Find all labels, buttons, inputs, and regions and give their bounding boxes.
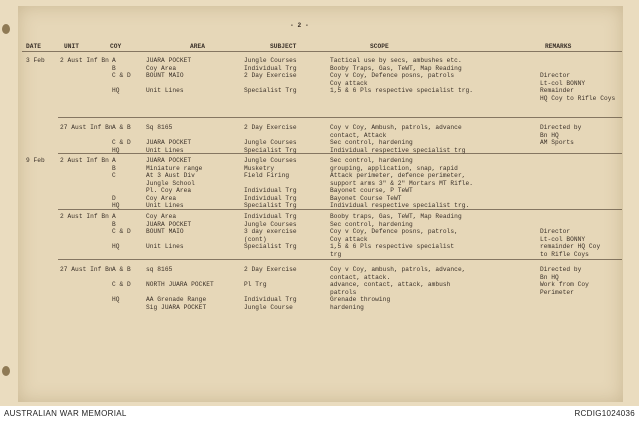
cell-subject: Jungle Course [244,303,293,311]
cell-area: Coy Area [146,64,177,72]
cell-subject: Jungle Courses [244,220,297,228]
cell-coy: A & B [112,266,131,273]
section-divider [58,117,622,118]
cell-scope: Coy attack [330,235,368,243]
cell-scope: Coy v Coy, ambush, patrols, advance, [330,266,466,273]
footer-record-id: RCDIG1024036 [574,409,635,418]
cell-area: Unit Lines [146,87,184,94]
cell-subject: Specialist Trg [244,146,297,154]
cell-subject: Specialist Trg [244,202,297,209]
cell-remarks: Remainder [540,87,574,94]
cell-coy: B [112,220,116,228]
cell-scope: Tactical use by secs, ambushes etc. [330,57,462,64]
cell-subject: 2 Day Exercise [244,124,297,131]
cell-remarks: HQ Coy to Rifle Coys [540,94,616,102]
col-header-subject: SUBJECT [270,43,297,50]
cell-area: AA Grenade Range [146,296,207,303]
cell-subject: Individual Trg [244,296,297,303]
cell-remarks: Directed by [540,266,582,273]
cell-subject: Individual Trg [244,213,297,220]
cell-subject: 2 Day Exercise [244,72,297,79]
cell-area: Coy Area [146,194,177,202]
cell-scope: Sec control, hardening [330,139,413,146]
cell-scope: patrols [330,288,357,296]
cell-scope: Individual respective specialist trg. [330,202,470,209]
punch-hole [2,366,10,376]
cell-coy: C [112,172,116,179]
cell-scope: Attack perimeter, defence perimeter, [330,172,466,179]
cell-scope: Booby Traps, Gas, TeWT, Map Reading [330,64,462,72]
cell-scope: hardening [330,303,364,311]
cell-scope: Grenade throwing [330,296,391,303]
cell-coy: C & D [112,281,131,288]
cell-coy: C & D [112,228,131,235]
col-header-remarks: REMARKS [545,43,572,50]
cell-coy: B [112,64,116,72]
page-number: - 2 - [290,22,309,29]
col-header-unit: UNIT [64,43,80,50]
cell-remarks: Bn HQ [540,273,559,281]
cell-coy: A [112,57,116,64]
cell-area: NORTH JUARA POCKET [146,281,214,288]
cell-scope: advance, contact, attack, ambush [330,281,451,288]
paper-sheet [18,6,623,402]
cell-scope: support arms 3" & 2" Mortars MT Rifle. [330,179,473,187]
cell-area: Sig JUARA POCKET [146,303,207,311]
cell-area: Pl. Coy Area [146,187,192,194]
cell-remarks: Director [540,72,571,79]
cell-area: JUARA POCKET [146,157,192,164]
cell-subject: Pl Trg [244,281,267,288]
cell-subject: Individual Trg [244,194,297,202]
col-header-coy: COY [110,43,122,50]
cell-area: Sq 8165 [146,124,173,131]
cell-scope: 1,5 & 6 Pls respective specialist trg. [330,87,473,94]
cell-subject: Musketry [244,164,275,172]
cell-area: sq 8165 [146,266,173,273]
cell-subject: Specialist Trg [244,87,297,94]
cell-scope: Coy v Coy, Ambush, patrols, advance [330,124,462,131]
cell-coy: C & D [112,72,131,79]
cell-coy: D [112,194,116,202]
cell-remarks: Lt-col BONNY [540,79,586,87]
cell-remarks: Work from Coy [540,281,589,288]
cell-subject: Jungle Courses [244,157,297,164]
section-divider [58,259,622,260]
cell-date: 3 Feb [26,57,45,64]
cell-scope: Sec control, hardening [330,157,413,164]
cell-coy: A [112,157,116,164]
cell-coy: A & B [112,124,131,131]
cell-area: Unit Lines [146,243,184,250]
footer-archive-name: AUSTRALIAN WAR MEMORIAL [4,409,127,418]
cell-subject: Jungle Courses [244,57,297,64]
cell-unit: 2 Aust Inf Bn [60,157,109,164]
cell-area: JUARA POCKET [146,57,192,64]
cell-coy: HQ [112,202,120,209]
col-header-scope: SCOPE [370,43,389,50]
col-header-date: DATE [26,43,42,50]
cell-remarks: Bn HQ [540,131,559,139]
cell-scope: Bayonet Course TeWT [330,194,402,202]
cell-subject: 2 Day Exercise [244,266,297,273]
cell-scope: contact, attack. [330,273,391,281]
cell-area: JUARA POCKET [146,220,192,228]
cell-remarks: AM Sports [540,139,574,146]
cell-area: Unit Lines [146,202,184,209]
cell-area: BOUNT MAIO [146,228,184,235]
cell-coy: HQ [112,146,120,154]
cell-scope: Booby traps, Gas, TeWT, Map Reading [330,213,462,220]
cell-coy: B [112,164,116,172]
cell-subject: 3 day exercise [244,228,297,235]
cell-area: Coy Area [146,213,177,220]
cell-coy: HQ [112,296,120,303]
cell-scope: 1,5 & 6 Pls respective specialist [330,243,455,250]
cell-remarks: to Rifle Coys [540,250,589,258]
cell-subject: Individual Trg [244,64,297,72]
cell-area: Jungle School [146,179,195,187]
cell-area: JUARA POCKET [146,139,192,146]
section-divider [58,209,622,210]
cell-coy: C & D [112,139,131,146]
cell-remarks: Perimeter [540,288,574,296]
cell-unit: 27 Aust Inf Bn [60,266,113,273]
cell-unit: 2 Aust Inf Bn [60,213,109,220]
cell-scope: contact, Attack [330,131,387,139]
cell-scope: Coy v Coy, Defence posns, patrols, [330,228,458,235]
cell-scope: grouping, application, snap, rapid [330,164,458,172]
cell-subject: Specialist Trg [244,243,297,250]
cell-subject: Individual Trg [244,187,297,194]
cell-area: BOUNT MAIO [146,72,184,79]
cell-remarks: Lt-col BONNY [540,235,586,243]
col-header-area: AREA [190,43,206,50]
cell-subject: Jungle Courses [244,139,297,146]
cell-unit: 2 Aust Inf Bn [60,57,109,64]
header-rule [22,51,622,52]
cell-area: Unit Lines [146,146,184,154]
cell-scope: Coy attack [330,79,368,87]
cell-remarks: Director [540,228,571,235]
cell-subject: Field Firing [244,172,290,179]
cell-area: At 3 Aust Div [146,172,195,179]
cell-coy: HQ [112,87,120,94]
cell-scope: Individual respective specialist trg [330,146,466,154]
cell-remarks: Directed by [540,124,582,131]
cell-unit: 27 Aust Inf Bn [60,124,113,131]
cell-date: 9 Feb [26,157,45,164]
cell-remarks: remainder HQ Coy [540,243,601,250]
cell-scope: Coy v Coy, Defence posns, patrols [330,72,455,79]
cell-subject: (cont) [244,235,267,243]
cell-coy: HQ [112,243,120,250]
cell-scope: Bayonet course, P TeWT [330,187,413,194]
cell-coy: A [112,213,116,220]
cell-scope: Sec control, hardening [330,220,413,228]
punch-hole [2,24,10,34]
cell-scope: trg [330,250,342,258]
cell-area: Miniature range [146,164,203,172]
